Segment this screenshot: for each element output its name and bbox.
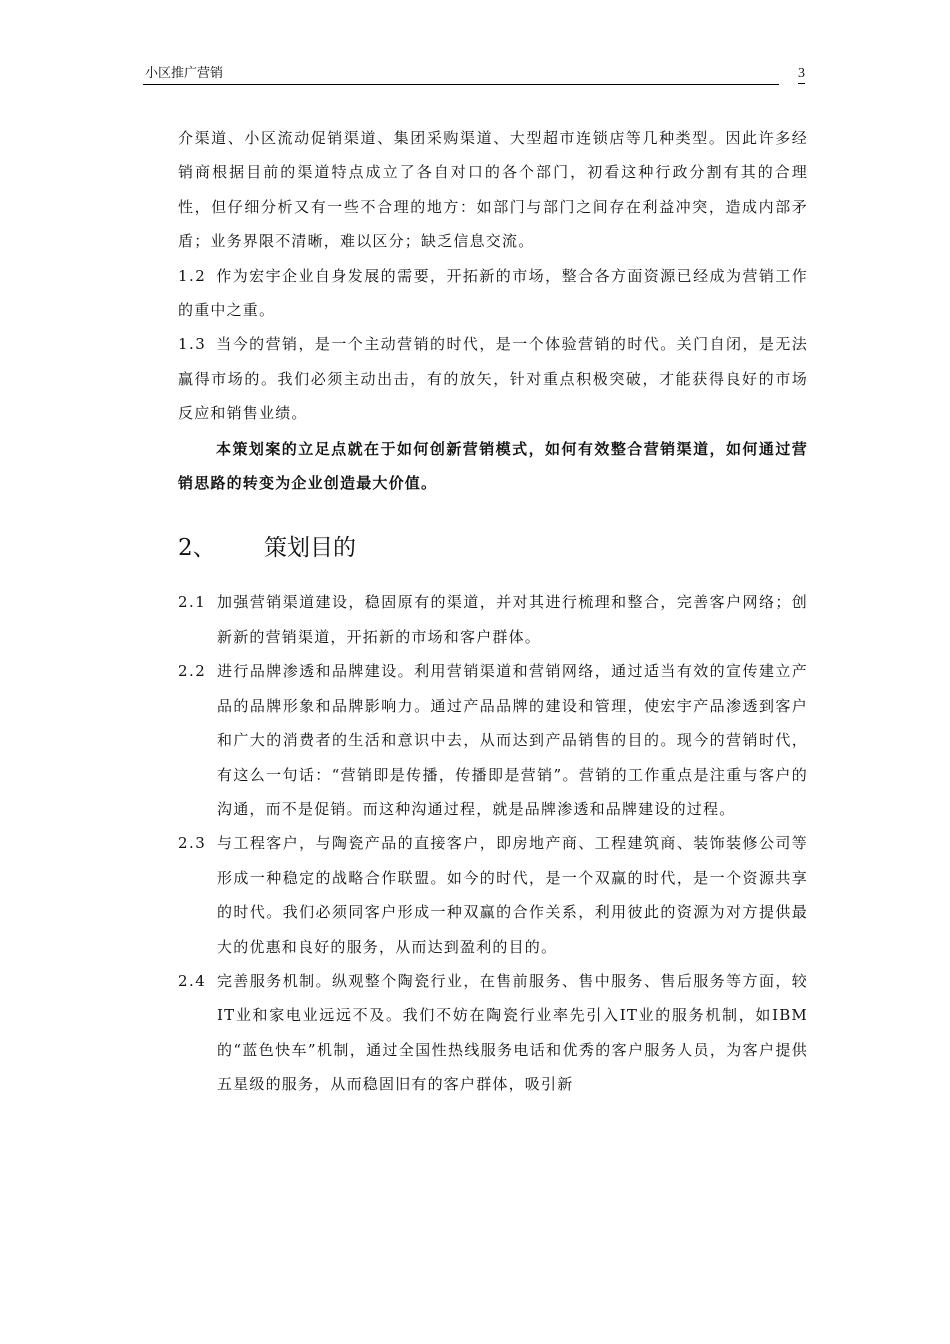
- paragraph-number: 1.2: [178, 266, 207, 285]
- running-header: [143, 66, 806, 86]
- page-number: 3: [798, 66, 805, 84]
- paragraph-continuation: 介渠道、小区流动促销渠道、集团采购渠道、大型超市连锁店等几种类型。因此许多经销商根据目前的渠道特点成立了各自对口的各个部门，初看这种行政分割有其的合理性，但仔细分析又有一些不合理的地方：如部门与部门之间存在利益冲突，造成内部矛盾；业务界限不清晰，难以区分；缺乏信息交流。: [178, 129, 808, 251]
- list-item-2-1: [178, 585, 808, 654]
- paragraph-1-2: [178, 259, 808, 328]
- section-heading: [178, 531, 808, 565]
- paragraph-number: 1.3: [178, 335, 207, 354]
- section-title: 策划目的: [264, 535, 356, 562]
- item-number: 2.2: [178, 662, 207, 681]
- section-number: 2、: [178, 535, 216, 562]
- header-rule: [143, 84, 779, 85]
- item-text: 与工程客户，与陶瓷产品的直接客户，即房地产商、工程建筑商、装饰装修公司等形成一种稳定的战略合作联盟。如今的时代，是一个双赢的时代，是一个资源共享的时代。我们必须同客户形成一种双赢的合作关系，利用彼此的资源为对方提供最大的优惠和良好的服务，从而达到盈利的目的。: [217, 834, 808, 956]
- item-number: 2.3: [178, 834, 207, 853]
- list-item-2-3: [178, 826, 808, 964]
- list-item-2-2: [178, 654, 808, 826]
- item-text: 完善服务机制。纵观整个陶瓷行业，在售前服务、售中服务、售后服务等方面，较IT业和家电业远远不及。我们不妨在陶瓷行业率先引入IT业的服务机制，如IBM的“蓝色快车”机制，通过全国性热线服务电话和优秀的客户服务人员，为客户提供五星级的服务，从而稳固旧有的客户群体，吸引新: [217, 971, 808, 1094]
- item-text: 进行品牌渗透和品牌建设。利用营销渠道和营销网络，通过适当有效的宣传建立产品的品牌形象和品牌影响力。通过产品品牌的建设和管理，使宏宇产品渗透到客户和广大的消费者的生活和意识中去，从而达到产品销售的目的。现今的营销时代，有这么一句话：“营销即是传播，传播即是营销”。营销的工作重点是注重与客户的沟通，而不是促销。而这种沟通过程，就是品牌渗透和品牌建设的过程。: [217, 662, 808, 818]
- paragraph-1-3: [178, 327, 808, 430]
- header-title: 小区推广营销: [145, 66, 224, 81]
- body-text: [178, 121, 808, 1102]
- paragraph-text: 作为宏宇企业自身发展的需要，开拓新的市场，整合各方面资源已经成为营销工作的重中之重。: [178, 266, 808, 320]
- item-text: 加强营销渠道建设，稳固原有的渠道，并对其进行梳理和整合，完善客户网络；创新新的营销渠道，开拓新的市场和客户群体。: [217, 593, 808, 646]
- list-item-2-4: [178, 964, 808, 1102]
- item-number: 2.4: [178, 971, 207, 990]
- item-number: 2.1: [178, 593, 207, 612]
- bold-statement: 本策划案的立足点就在于如何创新营销模式，如何有效整合营销渠道，如何通过营销思路的转变为企业创造最大价值。: [178, 439, 808, 493]
- paragraph-text: 当今的营销，是一个主动营销的时代，是一个体验营销的时代。关门自闭，是无法赢得市场的。我们必须主动出击，有的放矢，针对重点积极突破，才能获得良好的市场反应和销售业绩。: [178, 335, 808, 423]
